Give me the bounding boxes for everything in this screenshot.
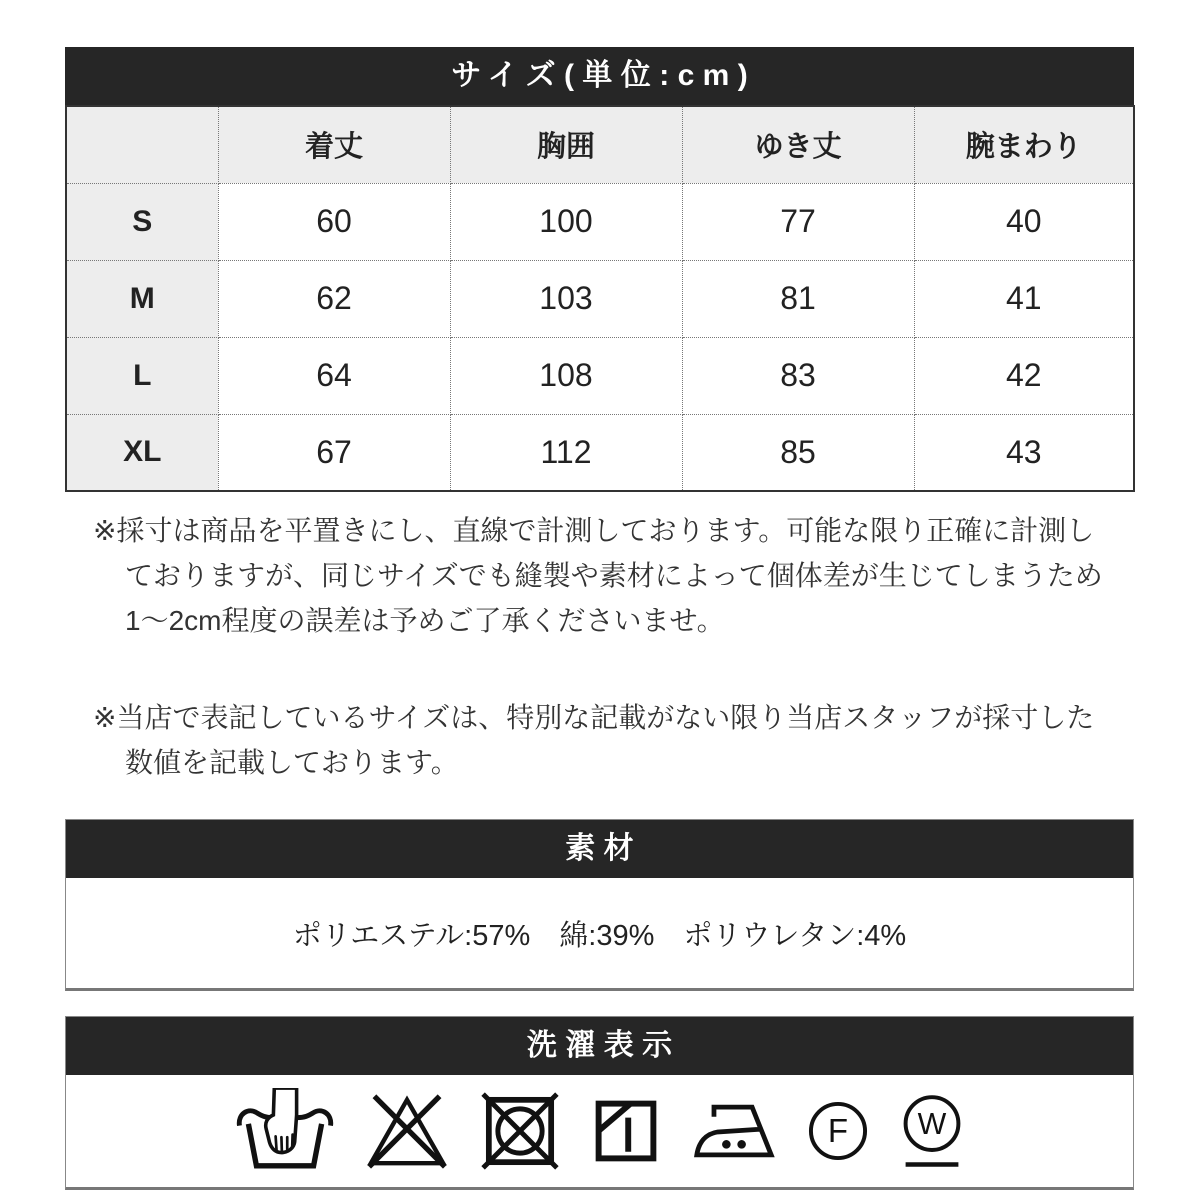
do-not-tumble-dry-icon: [479, 1090, 561, 1172]
dry-clean-petroleum-icon: [805, 1098, 871, 1164]
table-row-xl: [66, 414, 1134, 491]
cell-value: 42: [914, 337, 1134, 414]
size-label: S: [66, 183, 218, 260]
hand-wash-icon: [235, 1088, 335, 1174]
column-header-blank: [66, 106, 218, 183]
size-label: M: [66, 260, 218, 337]
cell-value: 81: [682, 260, 914, 337]
note-line: 1〜2cm程度の誤差は予めご了承くださいませ。: [125, 605, 725, 636]
do-not-bleach-icon: [363, 1091, 451, 1172]
note-measurement-accuracy: [93, 508, 1114, 643]
column-header-arm: 腕まわり: [914, 106, 1134, 183]
cell-value: 67: [218, 414, 450, 491]
care-section: [65, 1016, 1134, 1190]
table-row-s: [66, 183, 1134, 260]
cell-value: 85: [682, 414, 914, 491]
note-line: ※当店で表記しているサイズは、特別な記載がない限り当店スタッフが採寸した: [93, 702, 1095, 733]
size-label: XL: [66, 414, 218, 491]
table-row-l: [66, 337, 1134, 414]
material-section: [65, 819, 1134, 991]
material-section-title: 素材: [66, 820, 1133, 878]
wet-clean-professional-icon: [899, 1093, 965, 1170]
wet-clean-letter: W: [917, 1107, 946, 1141]
cell-value: 77: [682, 183, 914, 260]
column-header-chest: 胸囲: [450, 106, 682, 183]
size-table-header-row: [66, 106, 1134, 183]
cell-value: 100: [450, 183, 682, 260]
hang-dry-in-shade-icon: [589, 1094, 663, 1168]
cell-value: 64: [218, 337, 450, 414]
cell-value: 60: [218, 183, 450, 260]
cell-value: 103: [450, 260, 682, 337]
table-row-m: [66, 260, 1134, 337]
iron-medium-icon: [691, 1090, 777, 1172]
cell-value: 83: [682, 337, 914, 414]
material-composition: ポリエステル:57% 綿:39% ポリウレタン:4%: [66, 878, 1133, 988]
note-line: ておりますが、同じサイズでも縫製や素材によって個体差が生じてしまうため: [125, 560, 1103, 591]
cell-value: 112: [450, 414, 682, 491]
cell-value: 43: [914, 414, 1134, 491]
size-label: L: [66, 337, 218, 414]
size-section-title: サイズ(単位:cm): [65, 47, 1134, 105]
care-section-title: 洗濯表示: [66, 1017, 1133, 1075]
cell-value: 41: [914, 260, 1134, 337]
column-header-sleeve: ゆき丈: [682, 106, 914, 183]
care-symbols-row: [66, 1075, 1133, 1187]
column-header-length: 着丈: [218, 106, 450, 183]
note-line: ※採寸は商品を平置きにし、直線で計測しております。可能な限り正確に計測し: [93, 515, 1095, 546]
dry-clean-letter: F: [827, 1112, 848, 1150]
cell-value: 40: [914, 183, 1134, 260]
cell-value: 62: [218, 260, 450, 337]
note-staff-measured: [93, 695, 1114, 785]
cell-value: 108: [450, 337, 682, 414]
measurement-notes: [65, 508, 1134, 785]
size-table: [65, 105, 1135, 492]
note-line: 数値を記載しております。: [125, 747, 459, 778]
